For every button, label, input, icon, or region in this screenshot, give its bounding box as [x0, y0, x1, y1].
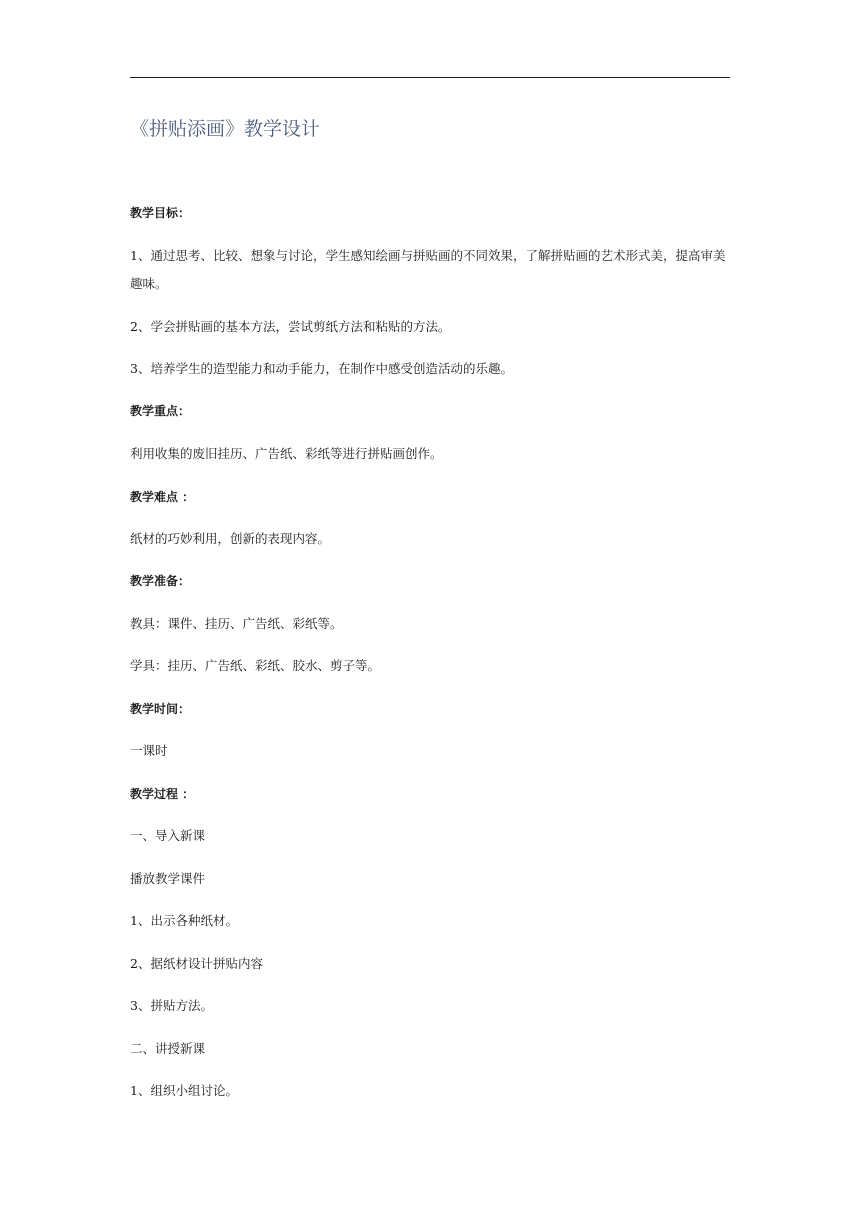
heading-objectives: 教学目标：: [130, 206, 191, 220]
paragraph-new-lesson: 二、讲授新课: [130, 1041, 206, 1056]
paragraph-objective-1: 1、通过思考、比较、想象与讨论，学生感知绘画与拼贴画的不同效果，了解拼贴画的艺术形式美，提高审美趣味。: [130, 248, 726, 291]
paragraph-step-1: 1、出示各种纸材。: [130, 913, 238, 928]
paragraph-teaching-aids: 教具：课件、挂历、广告纸、彩纸等。: [130, 616, 343, 631]
paragraph-time: 一课时: [130, 743, 168, 758]
paragraph-intro: 一、导入新课: [130, 828, 206, 843]
heading-difficulties: 教学难点 ：: [130, 490, 195, 504]
paragraph-step-3: 3、拼贴方法。: [130, 998, 213, 1013]
paragraph-student-aids: 学具：挂历、广告纸、彩纸、胶水、剪子等。: [130, 658, 381, 673]
paragraph-key-points: 利用收集的废旧挂历、广告纸、彩纸等进行拼贴画创作。: [130, 446, 443, 461]
heading-key-points: 教学重点：: [130, 404, 191, 418]
paragraph-difficulties: 纸材的巧妙利用，创新的表现内容。: [130, 531, 331, 546]
document-title: 《拼贴添画》教学设计: [130, 118, 321, 140]
header-rule: [130, 77, 730, 78]
paragraph-objective-2: 2、学会拼贴画的基本方法，尝试剪纸方法和粘贴的方法。: [130, 319, 451, 334]
paragraph-group-discussion: 1、组织小组讨论。: [130, 1083, 238, 1098]
heading-preparation: 教学准备：: [130, 574, 191, 588]
heading-time: 教学时间：: [130, 702, 191, 716]
paragraph-objective-3: 3、培养学生的造型能力和动手能力，在制作中感受创造活动的乐趣。: [130, 361, 513, 376]
paragraph-step-2: 2、据纸材设计拼贴内容: [130, 956, 263, 971]
paragraph-courseware: 播放教学课件: [130, 871, 206, 886]
heading-process: 教学过程 ：: [130, 787, 195, 801]
